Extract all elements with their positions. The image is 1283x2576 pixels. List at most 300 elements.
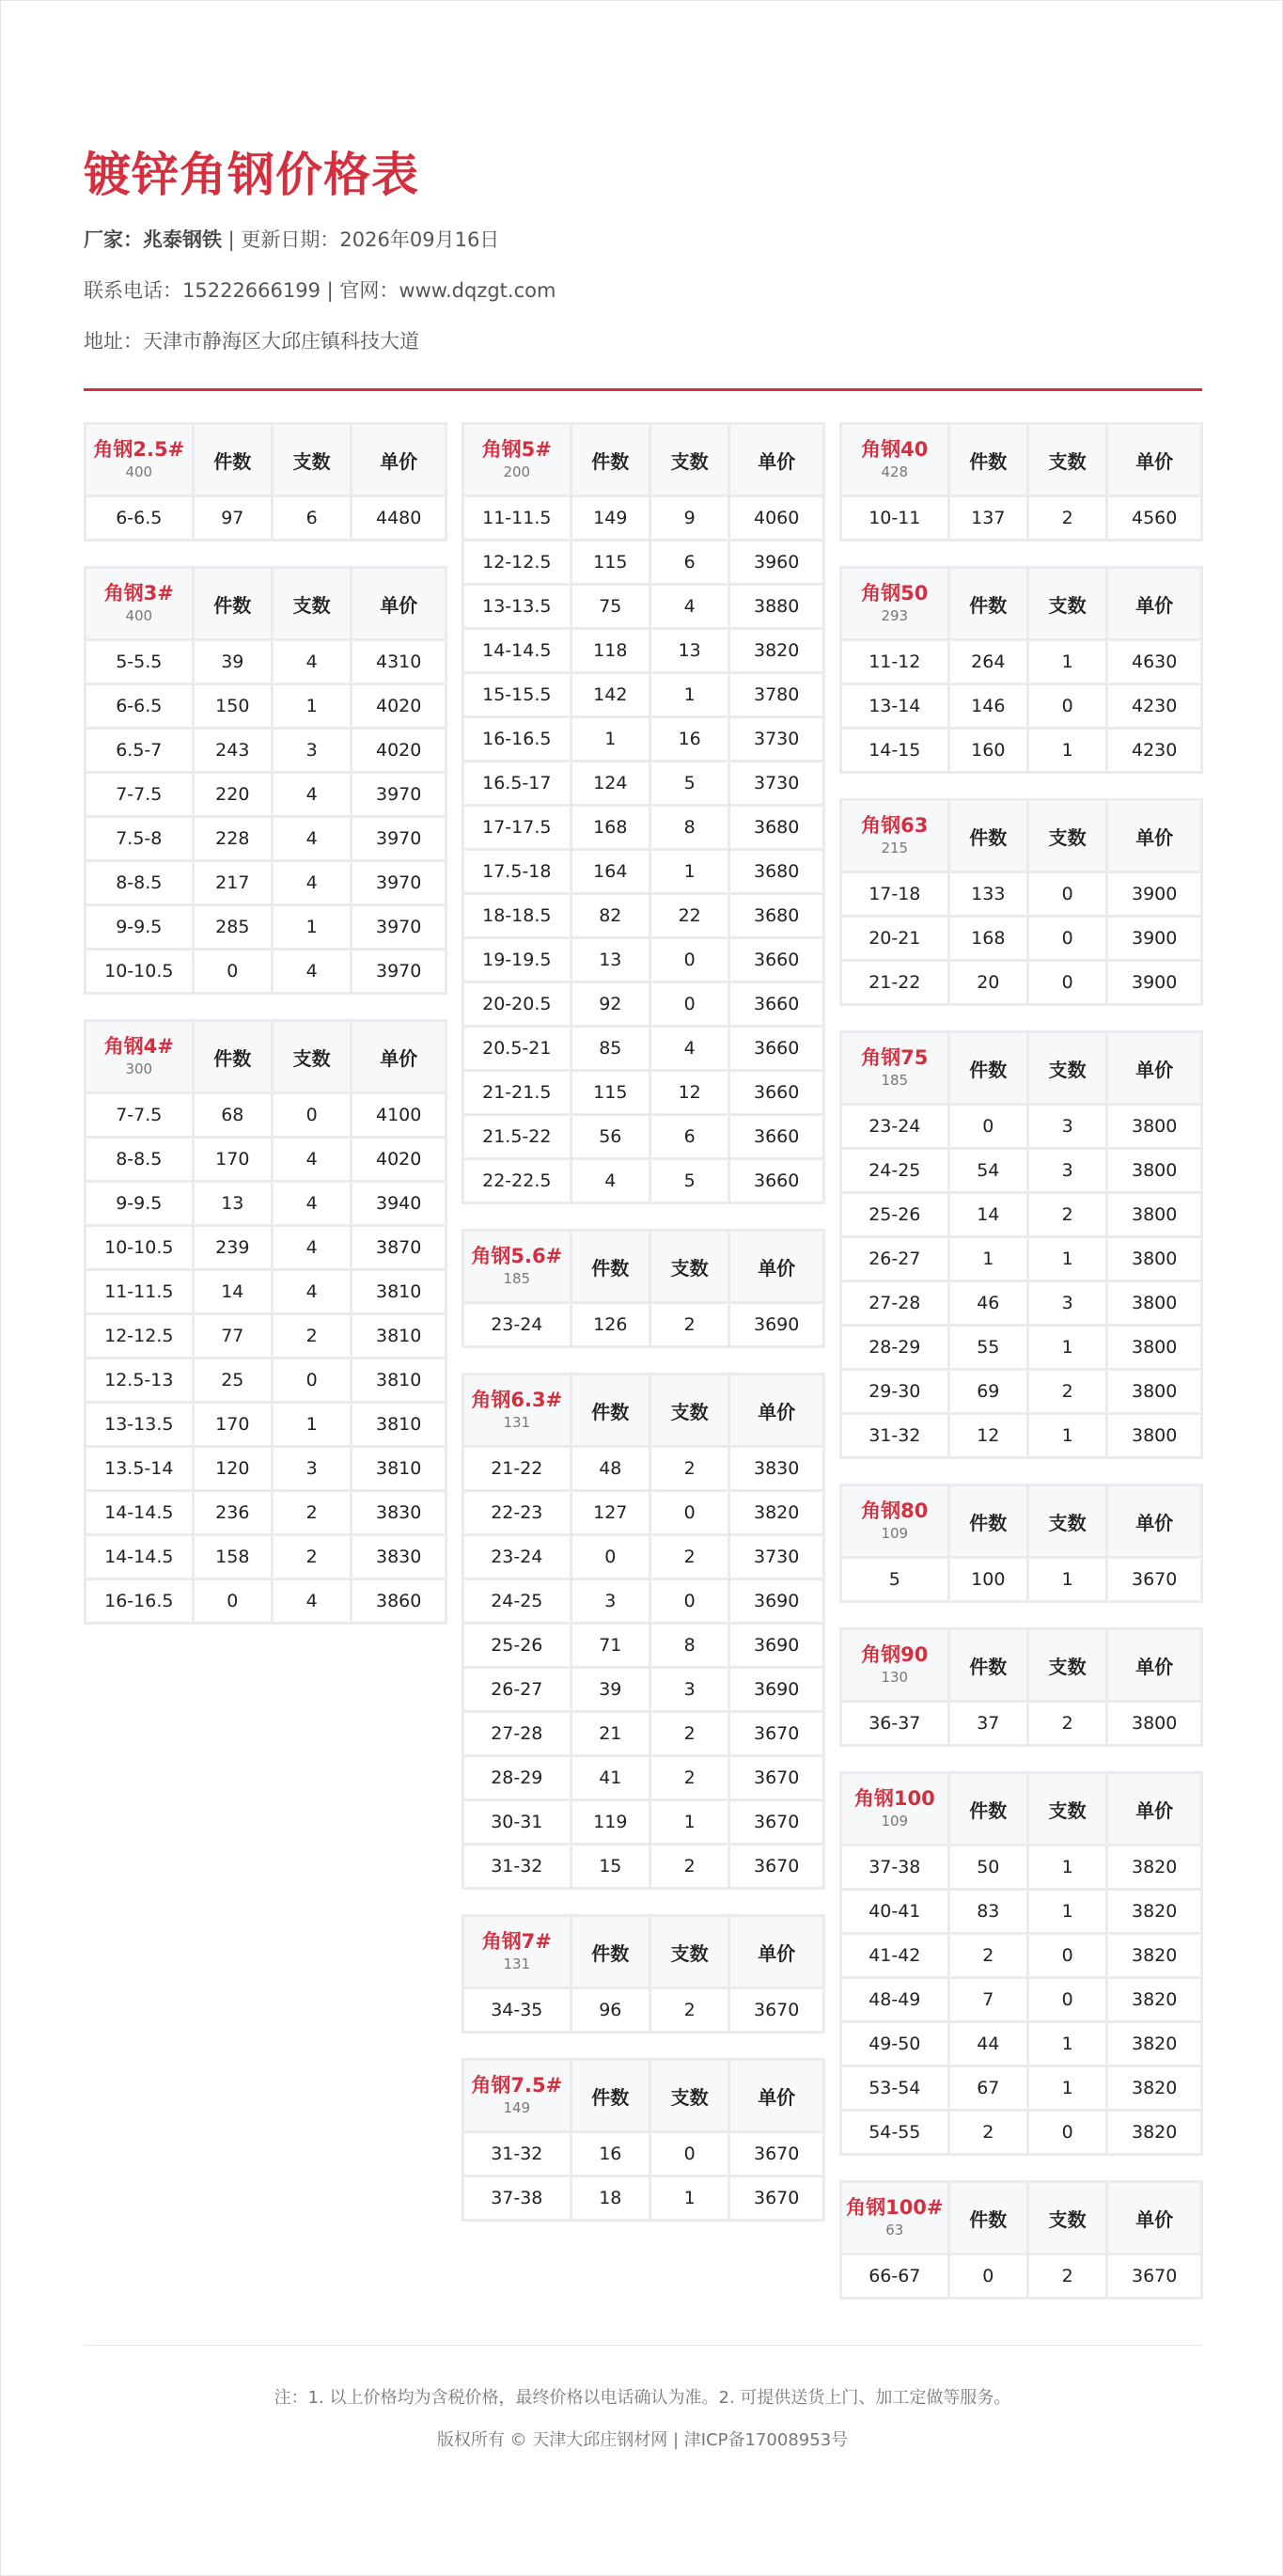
bars-cell: 2 — [651, 1757, 728, 1798]
update-date: | 更新日期：2026年09月16日 — [222, 228, 500, 251]
table-row — [464, 807, 822, 848]
spec-header — [464, 1232, 570, 1301]
size-cell: 27-28 — [464, 1713, 570, 1754]
table-row — [842, 2023, 1200, 2065]
pieces-cell: 1 — [950, 1238, 1026, 1280]
size-cell: 34-35 — [464, 1989, 570, 2031]
table-row — [464, 1304, 822, 1345]
pieces-cell: 149 — [572, 497, 649, 539]
table-row — [842, 641, 1200, 683]
price-header: 单价 — [1108, 1033, 1200, 1103]
pieces-cell: 20 — [950, 962, 1026, 1003]
spec-header — [842, 1486, 947, 1556]
table-row — [464, 851, 822, 892]
table-row — [86, 1404, 445, 1445]
size-cell: 37-38 — [464, 2177, 570, 2219]
table-row — [464, 2133, 822, 2175]
pieces-cell: 2 — [950, 1935, 1026, 1976]
table-row — [86, 1448, 445, 1489]
price-header: 单价 — [1108, 1630, 1200, 1700]
copyright: 版权所有 © 天津大邱庄钢材网 | 津ICP备17008953号 — [436, 2430, 849, 2450]
size-cell: 13-13.5 — [86, 1404, 192, 1445]
pieces-header: 件数 — [572, 1232, 649, 1301]
price-table — [462, 2058, 825, 2222]
table-row — [86, 685, 445, 727]
spec-count: 131 — [503, 1956, 531, 1972]
table-row — [464, 1448, 822, 1489]
bars-cell: 3 — [1029, 1106, 1105, 1147]
price-cell: 4310 — [352, 641, 445, 683]
size-cell: 24-25 — [464, 1580, 570, 1622]
bars-cell: 4 — [274, 1183, 350, 1224]
page-title: 镀锌角钢价格表 — [84, 148, 419, 202]
bars-cell: 0 — [651, 939, 728, 981]
bars-cell: 5 — [651, 1160, 728, 1202]
size-cell: 20.5-21 — [464, 1028, 570, 1069]
pieces-cell: 164 — [572, 851, 649, 892]
pieces-cell: 236 — [195, 1492, 271, 1533]
price-cell: 4230 — [1108, 730, 1200, 771]
bars-cell: 12 — [651, 1072, 728, 1113]
bars-cell: 0 — [274, 1359, 350, 1401]
price-cell: 3730 — [730, 1536, 822, 1578]
size-cell: 26-27 — [464, 1669, 570, 1710]
pieces-cell: 0 — [195, 1580, 271, 1622]
size-cell: 54-55 — [842, 2112, 947, 2153]
bars-cell: 4 — [274, 818, 350, 859]
price-cell: 3820 — [1108, 2112, 1200, 2153]
price-header: 单价 — [1108, 1486, 1200, 1556]
table-row — [842, 1846, 1200, 1888]
bars-header: 支数 — [1029, 1630, 1105, 1700]
table-header-row — [842, 1774, 1200, 1844]
size-cell: 40-41 — [842, 1891, 947, 1932]
bars-cell: 1 — [1029, 1327, 1105, 1368]
pieces-cell: 118 — [572, 630, 649, 671]
bars-cell: 1 — [651, 674, 728, 715]
bars-cell: 1 — [1029, 2023, 1105, 2065]
table-row — [842, 1371, 1200, 1412]
table-header-row — [86, 1022, 445, 1092]
table-row — [842, 873, 1200, 915]
bars-cell: 1 — [1029, 1415, 1105, 1456]
spec-header — [86, 425, 192, 495]
price-cell: 3940 — [352, 1183, 445, 1224]
table-header-row — [842, 801, 1200, 871]
pieces-cell: 285 — [195, 906, 271, 948]
price-cell: 3800 — [1108, 1282, 1200, 1324]
bars-header: 支数 — [274, 1022, 350, 1092]
bars-header: 支数 — [651, 1232, 728, 1301]
table-header-row — [464, 1232, 822, 1301]
size-cell: 21-22 — [464, 1448, 570, 1489]
pieces-cell: 115 — [572, 542, 649, 583]
price-cell: 3800 — [1108, 1371, 1200, 1412]
size-cell: 22-22.5 — [464, 1160, 570, 1202]
pieces-header: 件数 — [195, 425, 271, 495]
pieces-cell: 13 — [572, 939, 649, 981]
table-row — [86, 497, 445, 539]
pieces-header: 件数 — [950, 1033, 1026, 1103]
price-cell: 3860 — [352, 1580, 445, 1622]
spec-name: 角钢75 — [861, 1046, 929, 1069]
price-header: 单价 — [730, 1917, 822, 1987]
pieces-cell: 67 — [950, 2067, 1026, 2109]
pieces-cell: 126 — [572, 1304, 649, 1345]
pieces-cell: 127 — [572, 1492, 649, 1533]
bars-cell: 0 — [651, 1580, 728, 1622]
size-cell: 10-10.5 — [86, 950, 192, 992]
pieces-cell: 142 — [572, 674, 649, 715]
spec-name: 角钢6.3# — [471, 1389, 563, 1411]
price-cell: 3660 — [730, 1028, 822, 1069]
bars-cell: 2 — [274, 1315, 350, 1357]
table-header-row — [464, 425, 822, 495]
size-cell: 9-9.5 — [86, 906, 192, 948]
table-row — [464, 1669, 822, 1710]
bars-cell: 8 — [651, 807, 728, 848]
table-row — [464, 2177, 822, 2219]
size-cell: 13-13.5 — [464, 586, 570, 627]
bars-cell: 0 — [1029, 873, 1105, 915]
bars-cell: 0 — [274, 1094, 350, 1136]
pieces-cell: 158 — [195, 1536, 271, 1578]
table-row — [86, 1580, 445, 1622]
size-cell: 6-6.5 — [86, 685, 192, 727]
size-cell: 7-7.5 — [86, 1094, 192, 1136]
price-table — [839, 566, 1203, 774]
size-cell: 31-32 — [464, 1846, 570, 1887]
price-table — [839, 1030, 1203, 1459]
price-header: 单价 — [730, 1232, 822, 1301]
price-cell: 3960 — [730, 542, 822, 583]
pieces-cell: 41 — [572, 1757, 649, 1798]
bars-cell: 1 — [274, 906, 350, 948]
table-row — [842, 1935, 1200, 1976]
price-cell: 3830 — [352, 1492, 445, 1533]
size-cell: 12-12.5 — [464, 542, 570, 583]
table-row — [842, 2112, 1200, 2153]
spec-name: 角钢7# — [481, 1930, 552, 1953]
price-cell: 3810 — [352, 1404, 445, 1445]
bars-cell: 2 — [651, 1713, 728, 1754]
bars-cell: 13 — [651, 630, 728, 671]
pieces-cell: 228 — [195, 818, 271, 859]
spec-count: 130 — [881, 1669, 909, 1686]
pieces-header: 件数 — [572, 1375, 649, 1445]
pieces-cell: 119 — [572, 1801, 649, 1843]
size-cell: 23-24 — [464, 1536, 570, 1578]
size-cell: 14-15 — [842, 730, 947, 771]
size-cell: 31-32 — [464, 2133, 570, 2175]
price-cell: 3970 — [352, 818, 445, 859]
bars-cell: 4 — [274, 950, 350, 992]
pieces-cell: 83 — [950, 1891, 1026, 1932]
size-cell: 66-67 — [842, 2255, 947, 2297]
bars-cell: 4 — [274, 641, 350, 683]
bars-cell: 0 — [651, 983, 728, 1025]
size-cell: 14-14.5 — [464, 630, 570, 671]
size-cell: 28-29 — [464, 1757, 570, 1798]
spec-count: 428 — [881, 463, 909, 480]
spec-name: 角钢2.5# — [93, 438, 185, 461]
spec-name: 角钢5# — [481, 438, 552, 461]
bars-cell: 2 — [1029, 1703, 1105, 1744]
pieces-cell: 220 — [195, 774, 271, 815]
pieces-cell: 137 — [950, 497, 1026, 539]
price-cell: 3690 — [730, 1304, 822, 1345]
pieces-cell: 25 — [195, 1359, 271, 1401]
table-row — [464, 1625, 822, 1666]
spec-count: 293 — [881, 607, 909, 624]
size-cell: 16-16.5 — [86, 1580, 192, 1622]
pieces-cell: 100 — [950, 1559, 1026, 1600]
pieces-cell: 54 — [950, 1150, 1026, 1191]
table-header-row — [464, 1375, 822, 1445]
bars-header: 支数 — [1029, 2183, 1105, 2253]
bars-cell: 1 — [1029, 1891, 1105, 1932]
price-cell: 3800 — [1108, 1106, 1200, 1147]
price-cell: 4060 — [730, 497, 822, 539]
spec-count: 400 — [125, 463, 153, 480]
pieces-header: 件数 — [572, 1917, 649, 1987]
pieces-cell: 71 — [572, 1625, 649, 1666]
bars-header: 支数 — [1029, 801, 1105, 871]
pieces-header: 件数 — [950, 569, 1026, 638]
table-row — [86, 1094, 445, 1136]
size-cell: 17-17.5 — [464, 807, 570, 848]
factory-label: 厂家： — [84, 228, 143, 251]
price-table — [839, 1627, 1203, 1747]
bars-header: 支数 — [274, 569, 350, 638]
table-row — [842, 1150, 1200, 1191]
spec-count: 400 — [125, 607, 153, 624]
spec-header — [842, 1630, 947, 1700]
table-row — [464, 1989, 822, 2031]
price-cell: 3800 — [1108, 1327, 1200, 1368]
size-cell: 25-26 — [464, 1625, 570, 1666]
pieces-cell: 69 — [950, 1371, 1026, 1412]
pieces-cell: 50 — [950, 1846, 1026, 1888]
size-cell: 41-42 — [842, 1935, 947, 1976]
table-row — [464, 1801, 822, 1843]
price-header: 单价 — [730, 2061, 822, 2130]
table-row — [464, 718, 822, 760]
table-row — [86, 862, 445, 903]
bars-cell: 6 — [274, 497, 350, 539]
size-cell: 11-11.5 — [464, 497, 570, 539]
size-cell: 13-14 — [842, 685, 947, 727]
size-cell: 18-18.5 — [464, 895, 570, 936]
bars-cell: 1 — [1029, 2067, 1105, 2109]
size-cell: 17.5-18 — [464, 851, 570, 892]
table-row — [86, 818, 445, 859]
size-cell: 19-19.5 — [464, 939, 570, 981]
size-cell: 17-18 — [842, 873, 947, 915]
bars-cell: 4 — [274, 1227, 350, 1268]
table-row — [86, 1183, 445, 1224]
price-column-1 — [84, 422, 447, 1649]
table-header-row — [464, 1917, 822, 1987]
table-row — [464, 1492, 822, 1533]
table-row — [464, 1580, 822, 1622]
price-cell: 3670 — [730, 2177, 822, 2219]
table-header-row — [842, 1033, 1200, 1103]
pieces-cell: 55 — [950, 1327, 1026, 1368]
price-table — [462, 1914, 825, 2034]
price-column-2 — [462, 422, 825, 2246]
pieces-cell: 77 — [195, 1315, 271, 1357]
bars-cell: 4 — [274, 1580, 350, 1622]
table-header-row — [842, 569, 1200, 638]
price-header: 单价 — [1108, 425, 1200, 495]
bars-cell: 3 — [1029, 1150, 1105, 1191]
table-row — [464, 1072, 822, 1113]
table-row — [464, 1116, 822, 1157]
price-table — [839, 2180, 1203, 2300]
spec-count: 300 — [125, 1060, 153, 1077]
table-row — [464, 1757, 822, 1798]
price-cell: 3810 — [352, 1315, 445, 1357]
pieces-cell: 16 — [572, 2133, 649, 2175]
size-cell: 12-12.5 — [86, 1315, 192, 1357]
table-row — [86, 906, 445, 948]
price-cell: 3810 — [352, 1359, 445, 1401]
size-cell: 11-11.5 — [86, 1271, 192, 1312]
table-row — [86, 1271, 445, 1312]
price-cell: 3670 — [1108, 1559, 1200, 1600]
size-cell: 10-10.5 — [86, 1227, 192, 1268]
pieces-header: 件数 — [950, 1486, 1026, 1556]
pieces-cell: 146 — [950, 685, 1026, 727]
size-cell: 15-15.5 — [464, 674, 570, 715]
bars-cell: 2 — [651, 1846, 728, 1887]
table-row — [464, 497, 822, 539]
price-cell: 3970 — [352, 906, 445, 948]
pieces-cell: 44 — [950, 2023, 1026, 2065]
price-cell: 4480 — [352, 497, 445, 539]
bars-cell: 0 — [1029, 918, 1105, 959]
price-cell: 4230 — [1108, 685, 1200, 727]
table-header-row — [842, 1630, 1200, 1700]
table-row — [842, 962, 1200, 1003]
price-cell: 3820 — [730, 630, 822, 671]
spec-header — [464, 1917, 570, 1987]
size-cell: 8-8.5 — [86, 1139, 192, 1180]
price-cell: 3830 — [352, 1536, 445, 1578]
size-cell: 23-24 — [842, 1106, 947, 1147]
size-cell: 36-37 — [842, 1703, 947, 1744]
price-cell: 3670 — [730, 1757, 822, 1798]
spec-count: 200 — [503, 463, 531, 480]
spec-header — [842, 1033, 947, 1103]
table-row — [842, 2067, 1200, 2109]
bars-cell: 0 — [651, 2133, 728, 2175]
bars-cell: 1 — [274, 1404, 350, 1445]
bars-cell: 4 — [274, 774, 350, 815]
price-table — [462, 422, 825, 1204]
spec-name: 角钢50 — [861, 582, 929, 605]
table-row — [464, 542, 822, 583]
spec-count: 149 — [503, 2099, 531, 2116]
pieces-cell: 160 — [950, 730, 1026, 771]
price-cell: 3900 — [1108, 918, 1200, 959]
size-cell: 12.5-13 — [86, 1359, 192, 1401]
table-row — [842, 685, 1200, 727]
table-header-row — [842, 2183, 1200, 2253]
table-row — [86, 1536, 445, 1578]
bars-cell: 2 — [651, 1448, 728, 1489]
pieces-cell: 39 — [195, 641, 271, 683]
price-cell: 4020 — [352, 685, 445, 727]
table-row — [86, 641, 445, 683]
spec-name: 角钢80 — [861, 1500, 929, 1522]
price-table — [839, 422, 1203, 542]
price-cell: 3970 — [352, 774, 445, 815]
table-row — [842, 1238, 1200, 1280]
table-row — [842, 1703, 1200, 1744]
bars-cell: 2 — [274, 1492, 350, 1533]
table-row — [464, 630, 822, 671]
price-cell: 3820 — [1108, 2067, 1200, 2109]
pieces-cell: 14 — [950, 1194, 1026, 1235]
price-cell: 3820 — [730, 1492, 822, 1533]
size-cell: 29-30 — [842, 1371, 947, 1412]
pieces-cell: 0 — [950, 2255, 1026, 2297]
pieces-cell: 56 — [572, 1116, 649, 1157]
table-row — [464, 674, 822, 715]
spec-count: 185 — [503, 1270, 531, 1287]
size-cell: 14-14.5 — [86, 1536, 192, 1578]
bars-cell: 4 — [274, 1139, 350, 1180]
table-row — [842, 1979, 1200, 2020]
price-cell: 3660 — [730, 1072, 822, 1113]
price-cell: 3730 — [730, 762, 822, 804]
price-table — [84, 1019, 447, 1625]
size-cell: 16.5-17 — [464, 762, 570, 804]
bars-cell: 1 — [1029, 730, 1105, 771]
price-cell: 3680 — [730, 895, 822, 936]
price-cell: 4560 — [1108, 497, 1200, 539]
spec-count: 185 — [881, 1072, 909, 1089]
price-header: 单价 — [352, 569, 445, 638]
pieces-cell: 217 — [195, 862, 271, 903]
bars-cell: 0 — [1029, 2112, 1105, 2153]
pieces-cell: 170 — [195, 1404, 271, 1445]
table-row — [464, 1536, 822, 1578]
table-row — [464, 586, 822, 627]
size-cell: 23-24 — [464, 1304, 570, 1345]
price-table — [839, 1484, 1203, 1603]
price-cell: 3680 — [730, 851, 822, 892]
price-header: 单价 — [352, 425, 445, 495]
size-cell: 10-11 — [842, 497, 947, 539]
size-cell: 22-23 — [464, 1492, 570, 1533]
size-cell: 16-16.5 — [464, 718, 570, 760]
size-cell: 9-9.5 — [86, 1183, 192, 1224]
spec-count: 131 — [503, 1414, 531, 1431]
header-divider — [84, 388, 1202, 391]
bars-cell: 3 — [651, 1669, 728, 1710]
spec-count: 63 — [885, 2222, 904, 2238]
bars-cell: 3 — [274, 730, 350, 771]
bars-header: 支数 — [1029, 1774, 1105, 1844]
spec-header — [86, 1022, 192, 1092]
price-cell: 3820 — [1108, 1891, 1200, 1932]
spec-count: 109 — [881, 1525, 909, 1542]
pieces-cell: 21 — [572, 1713, 649, 1754]
pieces-header: 件数 — [950, 801, 1026, 871]
